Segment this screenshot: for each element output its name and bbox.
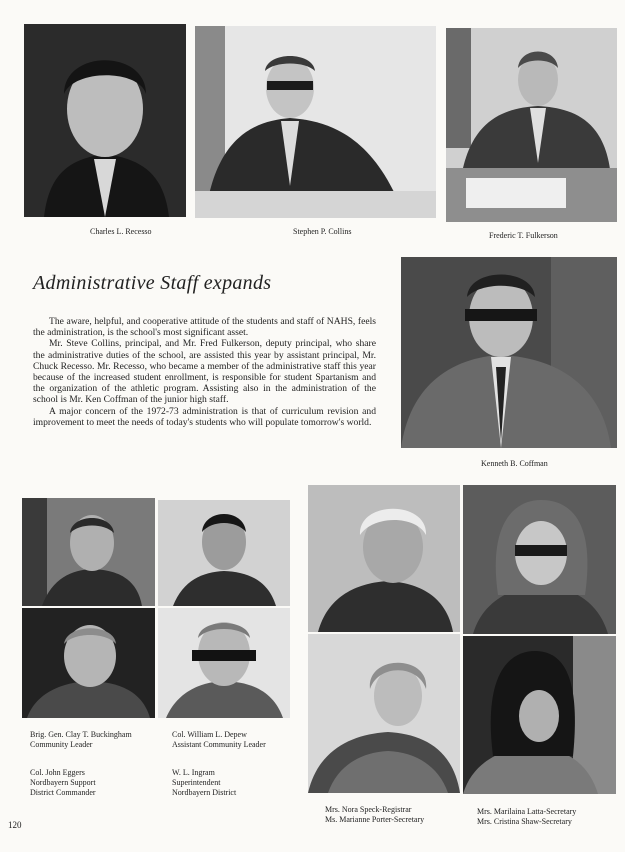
page-number: 120: [8, 820, 22, 830]
caption-fulkerson: Frederic T. Fulkerson: [489, 231, 558, 240]
article-heading: Administrative Staff expands: [33, 272, 272, 294]
caption-secretaries-right: Mrs. Marilaina Latta-Secretary Mrs. Cristina Shaw-Secretary: [477, 807, 577, 826]
portrait-buckingham-image: [22, 498, 155, 606]
photo-ingram: [158, 608, 290, 718]
photo-depew: [158, 500, 290, 606]
portrait-ingram-image: [158, 608, 290, 718]
portrait-shaw-image: [463, 636, 616, 794]
photo-coffman: [401, 257, 617, 448]
caption-buckingham: Brig. Gen. Clay T. Buckingham Community Leader: [30, 730, 132, 749]
body-paragraph-1: The aware, helpful, and cooperative attitude of the students and staff of NAHS, feels the administration, is the school's most significant asset.: [33, 316, 376, 339]
portrait-eggers-image: [22, 608, 155, 718]
photo-eggers: [22, 608, 155, 718]
caption-secretaries-left: Mrs. Nora Speck-Registrar Ms. Marianne Porter-Secretary: [325, 805, 425, 824]
photo-speck: [308, 485, 460, 632]
portrait-latta-image: [463, 485, 616, 634]
portrait-fulkerson-image: [446, 28, 617, 222]
caption-depew: Col. William L. Depew Assistant Community Leader: [172, 730, 266, 749]
portrait-coffman-image: [401, 257, 617, 448]
photo-fulkerson: [446, 28, 617, 222]
photo-shaw: [463, 636, 616, 794]
photo-recesso: [24, 24, 186, 217]
portrait-speck-image: [308, 485, 460, 632]
body-paragraph-2: Mr. Steve Collins, principal, and Mr. Fred Fulkerson, deputy principal, who share the administrative duties of the school, are assisted this year by assistant principal, Mr. Chuck Recesso. Mr. Recesso, who became a member of the administrative staff this year because of the increased student enrollment, is responsible for student Spartanism and the organization of the athletic program. Assisting also in the administration of the school is Mr. Ken Coffman of the junior high staff.: [33, 338, 376, 406]
portrait-porter-image: [308, 634, 460, 793]
portrait-depew-image: [158, 500, 290, 606]
photo-collins: [195, 26, 436, 218]
article-body: [33, 316, 376, 428]
photo-buckingham: [22, 498, 155, 606]
caption-recesso: Charles L. Recesso: [90, 227, 152, 236]
photo-latta: [463, 485, 616, 634]
portrait-collins-image: [195, 26, 436, 218]
caption-coffman: Kenneth B. Coffman: [481, 459, 548, 468]
body-paragraph-3: A major concern of the 1972-73 administration is that of curriculum revision and improvement to meet the needs of today's students who will populate tomorrow's world.: [33, 405, 376, 428]
caption-eggers: Col. John Eggers Nordbayern Support District Commander: [30, 768, 96, 797]
photo-porter: [308, 634, 460, 793]
portrait-recesso-image: [24, 24, 186, 217]
caption-collins: Stephen P. Collins: [293, 227, 352, 236]
caption-ingram: W. L. Ingram Superintendent Nordbayern District: [172, 768, 237, 797]
